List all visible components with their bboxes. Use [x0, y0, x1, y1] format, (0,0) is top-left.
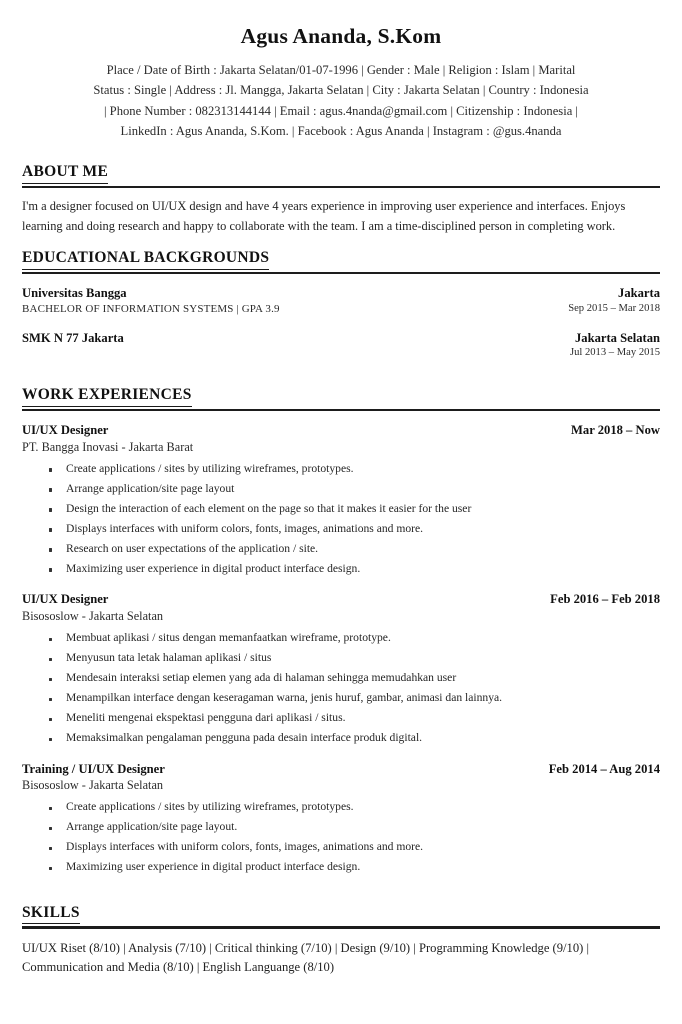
school-name: Universitas Bangga	[22, 286, 127, 301]
section-educational-backgrounds	[22, 249, 660, 360]
section-divider	[22, 272, 660, 275]
section-title-skills: SKILLS	[22, 904, 80, 924]
section-divider	[22, 409, 660, 412]
about-me-paragraph: I'm a designer focused on UI/UX design and have 4 years experience in improving user experience and interfaces. Enjoys learning and doing research and happy to collaborate with the team. I am a time-disciplined person in completing work.	[22, 199, 626, 233]
section-title-education: EDUCATIONAL BACKGROUNDS	[22, 249, 269, 269]
job-company: Bisososlow - Jakarta Selatan	[22, 608, 164, 623]
education-entry-left	[22, 330, 124, 346]
list-item: Design the interaction of each element on the page so that it makes it easier for the user	[46, 499, 660, 519]
section-title-work: WORK EXPERIENCES	[22, 386, 192, 406]
section-heading	[22, 163, 660, 183]
list-item: Arrange application/site page layout.	[46, 818, 660, 838]
contact-line: LinkedIn : Agus Ananda, S.Kom. | Facebook : Agus Ananda | Instagram : @gus.4nanda	[120, 123, 562, 138]
education-entry-row	[22, 285, 660, 316]
school-location: Jakarta	[618, 286, 660, 301]
section-heading	[22, 904, 660, 924]
education-entry-right	[558, 330, 660, 361]
list-item: Memaksimalkan pengalaman pengguna pada desain interface produk digital.	[46, 729, 660, 749]
page-title: Agus Ananda, S.Kom	[240, 24, 442, 48]
contact-line: | Phone Number : 082313144144 | Email : agus.4nanda@gmail.com | Citizenship : Indonesia |	[104, 103, 578, 118]
skills-line: UI/UX Riset (8/10) | Analysis (7/10) | Critical thinking (7/10) | Design (9/10) | Programming Knowledge (9/10) |	[22, 940, 590, 955]
job-responsibility-list	[22, 459, 660, 579]
contact-line: Place / Date of Birth : Jakarta Selatan/01-07-1996 | Gender : Male | Religion : Islam | Marital	[106, 62, 576, 77]
list-item: Research on user expectations of the application / site.	[46, 539, 660, 559]
list-item: Displays interfaces with uniform colors, fonts, images, animations and more.	[46, 519, 660, 539]
job-dates: Mar 2018 – Now	[571, 423, 660, 438]
job-role: UI/UX Designer	[22, 592, 109, 607]
list-item: Menyusun tata letak halaman aplikasi / situs	[46, 649, 660, 669]
job-role: UI/UX Designer	[22, 423, 109, 438]
list-item: Arrange application/site page layout	[46, 479, 660, 499]
section-heading	[22, 386, 660, 406]
job-dates: Feb 2016 – Feb 2018	[550, 592, 660, 607]
school-location: Jakarta Selatan	[574, 330, 660, 345]
section-divider	[22, 186, 660, 189]
contact-line: Status : Single | Address : Jl. Mangga, Jakarta Selatan | City : Jakarta Selatan | Country : Indonesia	[93, 83, 589, 98]
list-item: Displays interfaces with uniform colors, fonts, images, animations and more.	[46, 838, 660, 858]
work-entry-right	[559, 422, 660, 438]
section-skills	[22, 904, 660, 977]
work-entry-row	[22, 422, 660, 455]
work-entry-row	[22, 761, 660, 794]
work-entry-row	[22, 591, 660, 624]
school-dates: Sep 2015 – Mar 2018	[568, 302, 660, 314]
list-item: Meneliti mengenai ekspektasi pengguna dari aplikasi / situs.	[46, 709, 660, 729]
skills-line: Communication and Media (8/10) | English Languange (8/10)	[22, 959, 335, 974]
work-entry	[22, 761, 660, 878]
work-entry-left	[22, 761, 165, 794]
document-header	[22, 0, 660, 141]
list-item: Maximizing user experience in digital product interface design.	[46, 559, 660, 579]
work-entry-left	[22, 422, 193, 455]
list-item: Create applications / sites by utilizing wireframes, prototypes.	[46, 459, 660, 479]
list-item: Maximizing user experience in digital product interface design.	[46, 858, 660, 878]
job-company: PT. Bangga Inovasi - Jakarta Barat	[22, 439, 194, 454]
school-dates: Jul 2013 – May 2015	[569, 346, 660, 358]
section-work-experiences	[22, 386, 660, 877]
work-entry	[22, 422, 660, 579]
contact-info-block	[22, 60, 660, 142]
work-entry-left	[22, 591, 163, 624]
work-entry-right	[537, 761, 660, 777]
section-heading	[22, 249, 660, 269]
education-entry-left	[22, 285, 280, 316]
education-entry-right	[556, 285, 660, 316]
job-responsibility-list	[22, 629, 660, 749]
list-item: Mendesain interaksi setiap elemen yang ada di halaman sehingga memudahkan user	[46, 669, 660, 689]
job-role: Training / UI/UX Designer	[22, 761, 165, 776]
job-dates: Feb 2014 – Aug 2014	[548, 761, 660, 776]
school-name: SMK N 77 Jakarta	[22, 330, 124, 345]
section-about-me	[22, 163, 660, 236]
list-item: Menampilkan interface dengan keseragaman warna, jenis huruf, gambar, animasi dan lainnya.	[46, 689, 660, 709]
degree-text: BACHELOR OF INFORMATION SYSTEMS | GPA 3.9	[22, 302, 280, 315]
section-divider	[22, 926, 660, 929]
education-entry	[22, 330, 660, 361]
education-entry	[22, 285, 660, 316]
work-entry	[22, 591, 660, 748]
list-item: Create applications / sites by utilizing wireframes, prototypes.	[46, 798, 660, 818]
list-item: Membuat aplikasi / situs dengan memanfaatkan wireframe, prototype.	[46, 629, 660, 649]
job-company: Bisososlow - Jakarta Selatan	[22, 777, 164, 792]
job-responsibility-list	[22, 798, 660, 878]
work-entry-right	[538, 591, 660, 607]
education-entry-row	[22, 330, 660, 361]
skills-list	[22, 939, 660, 977]
section-title-about-me: ABOUT ME	[22, 163, 108, 183]
